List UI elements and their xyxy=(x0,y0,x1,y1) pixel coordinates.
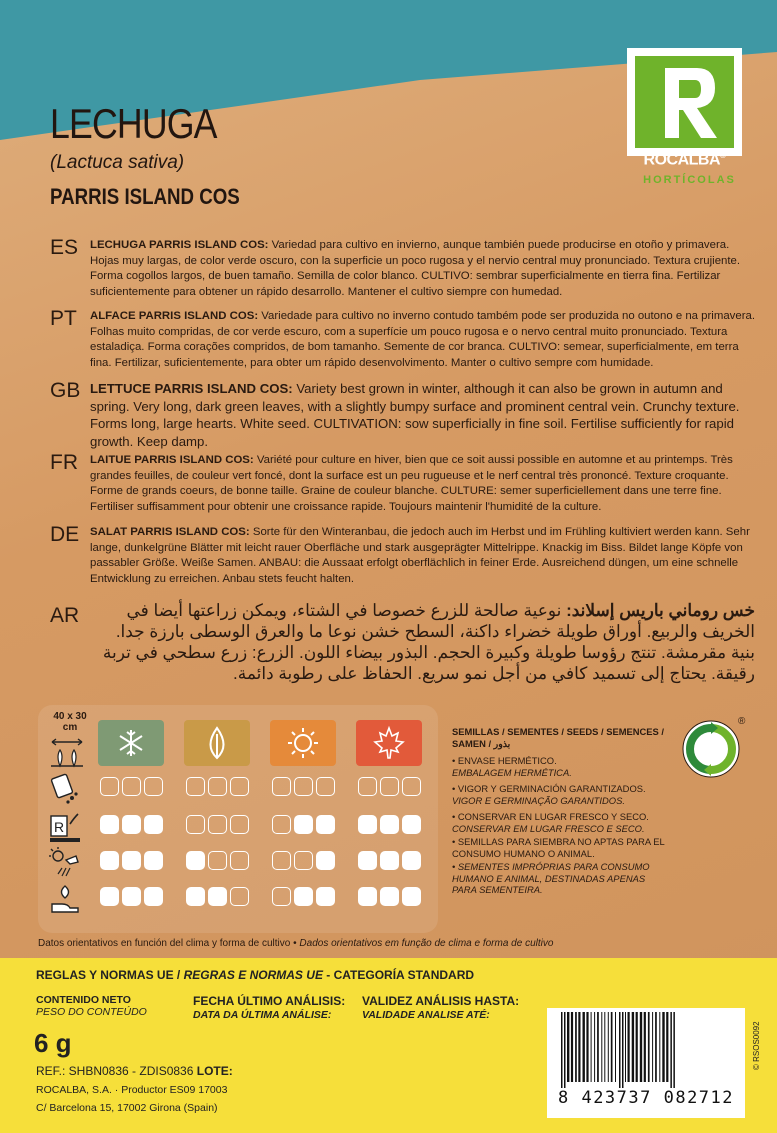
calendar-cell xyxy=(272,777,291,796)
barcode-bar xyxy=(652,1012,653,1082)
plant-spacing: 40 x 30 cm xyxy=(53,711,87,733)
lang-code-ar: AR xyxy=(50,604,80,627)
eu-rules: REGLAS Y NORMAS UE / REGRAS E NORMAS UE - CATEGORÍA STANDARD xyxy=(36,968,475,982)
calendar-cell xyxy=(380,777,399,796)
validity-label-pt: VALIDADE ANALISE ATÉ: xyxy=(362,1009,490,1021)
barcode-bar xyxy=(591,1012,592,1082)
vertical-code: © RSOS0092 xyxy=(752,1021,761,1070)
barcode-bar xyxy=(594,1012,595,1082)
green-dot-recycle-icon xyxy=(680,718,742,780)
description-ar: خس روماني باريس إسلاند: نوعية صالحة للزرع خصوصا في الشتاء، ويمكن زراعتها أيضا في الخريف والربيع. أوراق طويلة خضراء داكنة، السطح خشن نوعا ما والعرق الوسطى بارزة جدا. بنية مقرمشة. تنتج رؤوسا طويلة وكبيرة الحجم. البذور بيضاء اللون. الزرع: زرع سطحي في تربة رقيقة. يحتاج إلى تسميد كافي من أجل نمو سريع. الحفاظ على رطوبة دائمة. xyxy=(102,601,755,683)
description-fr: LAITUE PARRIS ISLAND COS: Variété pour culture en hiver, bien que ce soit aussi possible en automne et au printemps. Très grandes feuilles, de couleur vert foncé, dont la surface est un peu rugueuse et le nerf central très prononcé. Texture croquante. Forme de grands coeurs, de bonne taille. Graine de couleur blanche. CULTURE: semer superficiellement dans une terre fine. Fertiliser suffisamment pour obtenir une croissance rapide. Toujours maintenir l'humidité de la culture. xyxy=(90,454,733,513)
barcode-bar xyxy=(628,1012,630,1082)
description-es: LECHUGA PARRIS ISLAND COS: Variedad para cultivo en invierno, aunque también puede producirse en otoño y primavera. Hojas muy largas, de color verde oscuro, con la superficie un poco rugosa y el nervio central muy pronunciado. Textura crujiente. Forma cogollos largos, de buen tamaño. Semilla de color blanco. CULTIVO: sembrar superficialmente en tierra fina. Fertilizar suficientemente para obtener un rápido desarrollo. Mantener el cultivo siempre con humedad. xyxy=(90,239,741,298)
barcode-bar xyxy=(578,1012,580,1082)
calendar-cell xyxy=(272,815,291,834)
calendar-cell xyxy=(358,815,377,834)
calendar-cell xyxy=(208,887,227,906)
lang-code-pt: PT xyxy=(50,307,77,330)
barcode-bar xyxy=(561,1012,563,1088)
calendar-cell xyxy=(230,851,249,870)
barcode-bar xyxy=(673,1012,675,1088)
barcode-bar xyxy=(586,1012,588,1082)
net-content-value: 6 g xyxy=(34,1028,72,1058)
snowflake-icon xyxy=(98,720,164,766)
svg-text:R: R xyxy=(54,819,65,835)
harvest-icon xyxy=(48,882,82,916)
calendar-cell xyxy=(100,851,119,870)
calendar-cell xyxy=(272,851,291,870)
calendar-cell xyxy=(402,815,421,834)
barcode-number: 8 423737 082712 xyxy=(557,1088,735,1108)
barcode-bar xyxy=(575,1012,577,1082)
analysis-date-label: FECHA ÚLTIMO ANÁLISIS: xyxy=(193,994,346,1008)
calendar-row-harvest xyxy=(95,887,435,909)
barcode-bar xyxy=(644,1012,646,1082)
calendar-cell xyxy=(294,815,313,834)
barcode-bar xyxy=(670,1012,672,1088)
calendar-cell xyxy=(358,851,377,870)
calendar-cell xyxy=(100,815,119,834)
plant-spacing-icon xyxy=(50,738,84,768)
calendar-cell xyxy=(100,777,119,796)
net-content-label: CONTENIDO NETO xyxy=(36,994,131,1006)
calendar-cell xyxy=(122,887,141,906)
calendar-cell xyxy=(294,887,313,906)
barcode-bar xyxy=(604,1012,605,1082)
calendar-cell xyxy=(358,887,377,906)
description-pt: ALFACE PARRIS ISLAND COS: Variedade para cultivo no inverno contudo também pode ser produzida no outono e na primavera. Folhas muito compridas, de cor verde escuro, com a superfície um pouco rugosa e o nervo central muito pronunciado. Textura estaladiça. Forma corações compridos, de bom tamanho. Semente de cor branca. CULTIVO: semear, superficialmente, em terra fina. Fertilizar, suficientemente, para obter um rápido desenvolvimento. Manter o cultivo sempre com humidade. xyxy=(90,310,755,369)
seed-notes xyxy=(452,726,672,896)
barcode-bar xyxy=(666,1012,668,1082)
calendar-row-sowing xyxy=(95,815,435,837)
seed-packet-icon xyxy=(48,772,82,806)
calendar-cell xyxy=(402,887,421,906)
product-ref: REF.: SHBN0836 - ZDIS0836 LOTE: xyxy=(36,1064,233,1078)
calendar-row-transplant xyxy=(95,851,435,873)
calendar-cell xyxy=(230,777,249,796)
calendar-cell xyxy=(186,851,205,870)
barcode-bar xyxy=(564,1012,566,1088)
note-item: • SEMENTES IMPRÓPRIAS PARA CONSUMO HUMANO E ANIMAL, DESTINADAS APENAS PARA SEMENTEIRA. xyxy=(452,861,650,895)
calendar-cell xyxy=(316,777,335,796)
barcode-bar xyxy=(608,1012,609,1082)
calendar-cell xyxy=(358,777,377,796)
description-de: SALAT PARRIS ISLAND COS: Sorte für den Winteranbau, die jedoch auch im Herbst und im Frühling kultiviert werden kann. Sehr lange, dunkelgrüne Blätter mit leicht rauer Oberfläche und stark ausgeprägter Mittelrippe. Knackig im Biss. Bildet lange Köpfe von passabler Größe. Weiße Samen. ANBAU: die Aussaat erfolgt oberflächlich in feiner Erde. Ausreichend düngen, um eine schnelle Entwicklung zu erreichen. Anbau stets feucht halten. xyxy=(90,526,750,585)
maple-leaf-icon xyxy=(356,720,422,766)
calendar-row-seed-packet xyxy=(95,777,435,799)
producer: ROCALBA, S.A. · Productor ES09 17003 xyxy=(36,1084,228,1096)
barcode-bar xyxy=(625,1012,626,1082)
barcode-bar xyxy=(571,1012,573,1082)
lang-code-gb: GB xyxy=(50,379,81,402)
calendar-cell xyxy=(208,851,227,870)
sun-icon xyxy=(270,720,336,766)
calendar-cell xyxy=(380,851,399,870)
calendar-cell xyxy=(122,777,141,796)
barcode-bar xyxy=(632,1012,634,1082)
calendar-cell xyxy=(144,887,163,906)
calendar-cell xyxy=(186,777,205,796)
calendar-cell xyxy=(144,851,163,870)
calendar-cell xyxy=(316,887,335,906)
validity-label: VALIDEZ ANÁLISIS HASTA: xyxy=(362,994,520,1008)
calendar-cell xyxy=(316,815,335,834)
calendar-cell xyxy=(380,815,399,834)
calendar-cell xyxy=(316,851,335,870)
calendar-cell xyxy=(272,887,291,906)
calendar-cell xyxy=(100,887,119,906)
lang-code-de: DE xyxy=(50,523,80,546)
calendar-cell xyxy=(208,777,227,796)
calendar-cell xyxy=(144,777,163,796)
analysis-date-label-pt: DATA DA ÚLTIMA ANÁLISE: xyxy=(193,1009,332,1021)
barcode-bar xyxy=(619,1012,621,1088)
barcode-bar xyxy=(640,1012,642,1082)
barcode-bar xyxy=(611,1012,613,1082)
note-item: • CONSERVAR EN LUGAR FRESCO Y SECO. CONSERVAR EM LUGAR FRESCO E SECO. xyxy=(452,811,649,834)
barcode-bar xyxy=(583,1012,585,1082)
calendar-cell xyxy=(122,815,141,834)
barcode-bar xyxy=(622,1012,624,1088)
variety-name: PARRIS ISLAND COS xyxy=(50,184,240,209)
sow-seedbed-icon xyxy=(48,810,82,844)
calendar-cell xyxy=(294,777,313,796)
barcode-bar xyxy=(648,1012,650,1082)
calendar-cell xyxy=(144,815,163,834)
rocalba-logo: ROCALBA® HORTÍCOLAS xyxy=(627,48,742,198)
barcode-bar xyxy=(597,1012,599,1082)
description-gb: LETTUCE PARRIS ISLAND COS: Variety best grown in winter, although it can also be grown in autumn and spring. Very long, dark green leaves, with a slightly bumpy surface and prominent central vein. Crunchy texture. Forms long, large hearts. White seed. CULTIVATION: sow superficially in fine soil. Fertilise sufficiently for rapid growth. Keep damp. xyxy=(90,381,740,449)
note-item: • SEMILLAS PARA SIEMBRA NO APTAS PARA EL CONSUMO HUMANO O ANIMAL. xyxy=(452,836,665,859)
lang-code-fr: FR xyxy=(50,451,78,474)
net-content-label-pt: PESO DO CONTEÚDO xyxy=(36,1006,147,1018)
recycle-registered: ® xyxy=(738,716,746,727)
barcode-bar xyxy=(636,1012,638,1082)
calendar-cell xyxy=(402,851,421,870)
note-item: • ENVASE HERMÉTICO. EMBALAGEM HERMÉTICA. xyxy=(452,755,572,778)
calendar-cell xyxy=(186,815,205,834)
calendar-cell xyxy=(380,887,399,906)
lang-code-es: ES xyxy=(50,236,79,259)
transplant-icon xyxy=(48,846,82,880)
leaf-icon xyxy=(184,720,250,766)
barcode-bar xyxy=(615,1012,616,1082)
product-title: LECHUGA xyxy=(50,100,217,147)
address: C/ Barcelona 15, 17002 Girona (Spain) xyxy=(36,1102,218,1114)
calendar-cell xyxy=(402,777,421,796)
barcode-bar xyxy=(655,1012,657,1082)
barcode-bars xyxy=(547,1008,745,1088)
calendar-cell xyxy=(186,887,205,906)
barcode-bar xyxy=(601,1012,602,1082)
barcode-bar xyxy=(567,1012,569,1082)
calendar-cell xyxy=(122,851,141,870)
barcode-bar xyxy=(662,1012,664,1082)
latin-name: (Lactuca sativa) xyxy=(50,152,185,173)
calendar-cell xyxy=(230,815,249,834)
note-item: • VIGOR Y GERMINACIÓN GARANTIZADOS. VIGOR E GERMINAÇÃO GARANTIDOS. xyxy=(452,783,646,806)
calendar-cell xyxy=(230,887,249,906)
calendar-cell xyxy=(294,851,313,870)
calendar-cell xyxy=(208,815,227,834)
barcode-bar xyxy=(659,1012,660,1082)
notes-heading: SEMILLAS / SEMENTES / SEEDS / SEMENCES / SAMEN / بذور xyxy=(452,726,665,749)
footnote: Datos orientativos en función del clima y forma de cultivo • Dados orientativos em função de clima e forma de cultivo xyxy=(38,938,554,949)
